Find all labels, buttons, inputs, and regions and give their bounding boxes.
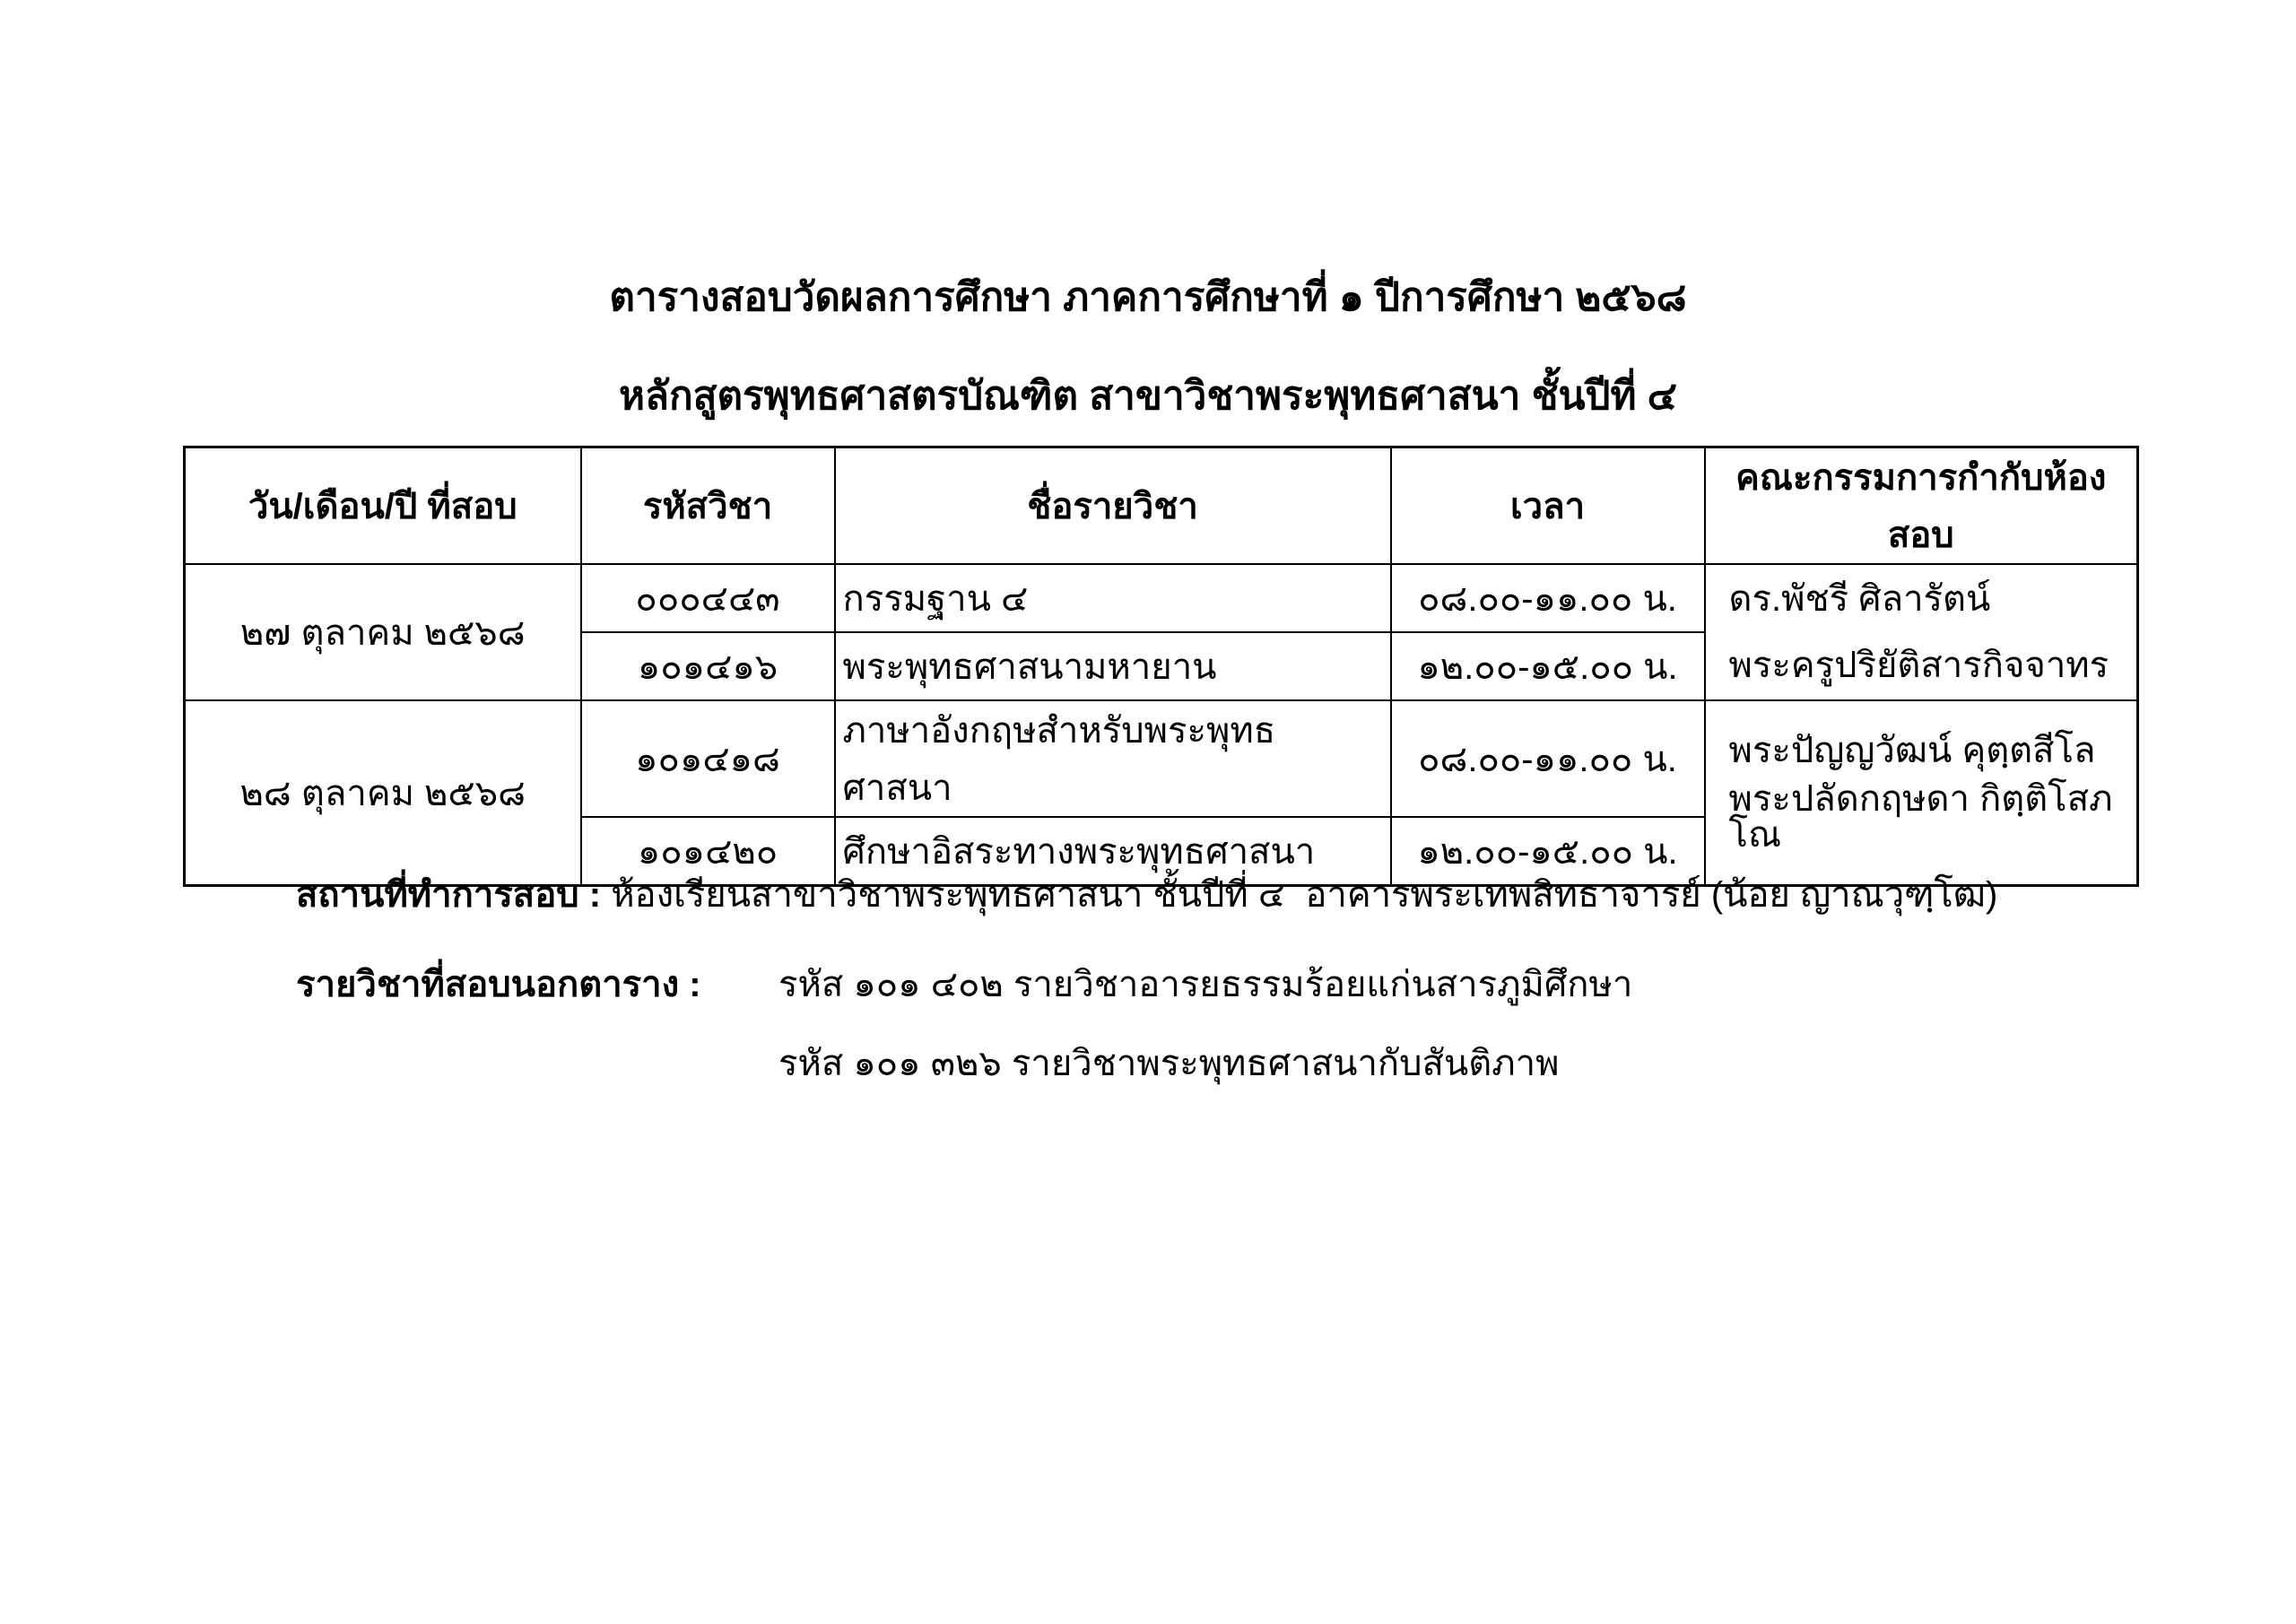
outside-subjects-label: รายวิชาที่สอบนอกตาราง : xyxy=(296,965,701,1004)
header-course-code: รหัสวิชา xyxy=(581,447,835,565)
course-code-cell: ๑๐๑๔๑๘ xyxy=(581,700,835,817)
committee-name: พระปัญญวัฒน์ คุตฺตสีโล xyxy=(1728,731,2096,770)
committee-cell xyxy=(1705,700,2138,886)
exam-date-cell: ๒๘ ตุลาคม ๒๕๖๘ xyxy=(185,700,581,886)
header-course-name: ชื่อรายวิชา xyxy=(835,447,1391,565)
header-date: วัน/เดือน/ปี ที่สอบ xyxy=(185,447,581,565)
course-name-cell: ภาษาอังกฤษสำหรับพระพุทธศาสนา xyxy=(835,700,1391,817)
time-cell: ๑๒.๐๐-๑๕.๐๐ น. xyxy=(1391,632,1705,700)
header-committee: คณะกรรมการกำกับห้องสอบ xyxy=(1705,447,2138,565)
outside-subject-item: รหัส ๑๐๑ ๔๐๒ รายวิชาอารยธรรมร้อยแก่นสารภูมิศึกษา xyxy=(778,965,1633,1004)
document-title-line1: ตารางสอบวัดผลการศึกษา ภาคการศึกษาที่ ๑ ปีการศึกษา ๒๕๖๘ xyxy=(609,275,1687,319)
exam-date-cell: ๒๗ ตุลาคม ๒๕๖๘ xyxy=(185,564,581,700)
header-time: เวลา xyxy=(1391,447,1705,565)
course-name-cell: ศึกษาอิสระทางพระพุทธศาสนา xyxy=(835,817,1391,886)
committee-cell xyxy=(1705,564,2138,700)
committee-name: พระปลัดกฤษดา กิตฺติโสภโณ xyxy=(1728,779,2113,855)
exam-location-line xyxy=(296,872,1997,918)
committee-name: พระครูปริยัติสารกิจจาทร xyxy=(1728,646,2109,685)
course-name-cell: กรรมฐาน ๔ xyxy=(835,564,1391,632)
time-cell: ๐๘.๐๐-๑๑.๐๐ น. xyxy=(1391,700,1705,817)
outside-subject-item: รหัส ๑๐๑ ๓๒๖ รายวิชาพระพุทธศาสนากับสันติภาพ xyxy=(778,1044,1560,1083)
exam-schedule-table xyxy=(183,446,2139,887)
table-row xyxy=(185,700,2138,817)
exam-location-label: สถานที่ทำการสอบ : xyxy=(296,875,602,915)
table-row xyxy=(185,564,2138,632)
course-code-cell: ๑๐๑๔๒๐ xyxy=(581,817,835,886)
course-code-cell: ๐๐๐๔๔๓ xyxy=(581,564,835,632)
committee-name-list xyxy=(1713,566,2130,699)
document-title-line2: หลักสูตรพุทธศาสตรบัณฑิต สาขาวิชาพระพุทธศาสนา ชั้นปีที่ ๔ xyxy=(619,374,1677,418)
table-header-row xyxy=(185,447,2138,565)
course-code-cell: ๑๐๑๔๑๖ xyxy=(581,632,835,700)
time-cell: ๐๘.๐๐-๑๑.๐๐ น. xyxy=(1391,564,1705,632)
committee-name-list xyxy=(1713,726,2130,859)
time-cell: ๑๒.๐๐-๑๕.๐๐ น. xyxy=(1391,817,1705,886)
spacer xyxy=(601,875,611,915)
exam-location-value: ห้องเรียนสาขาวิชาพระพุทธศาสนา ชั้นปีที่ ๔ อาคารพระเทพสิทธาจารย์ (น้อย ญาณวุฑฺโฒ) xyxy=(611,875,1998,915)
committee-name: ดร.พัชรี ศิลารัตน์ xyxy=(1728,579,1991,619)
course-name-cell: พระพุทธศาสนามหายาน xyxy=(835,632,1391,700)
